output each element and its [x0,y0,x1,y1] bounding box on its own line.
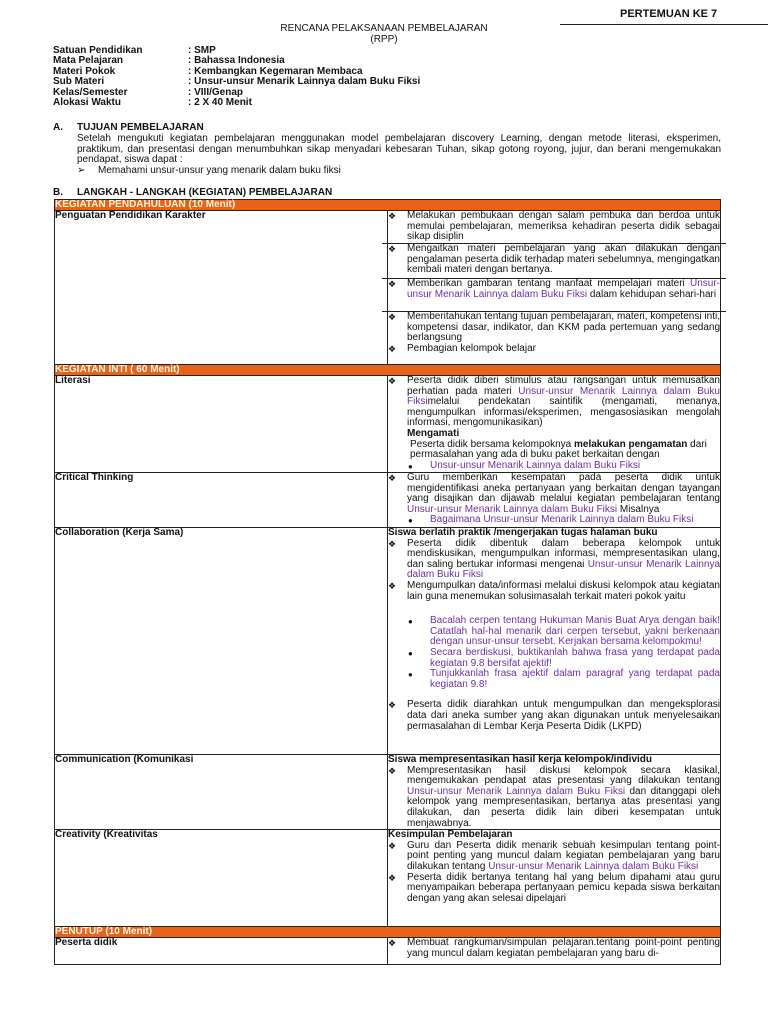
list-item: ❖ Guru memberikan kesempatan pada peserta didik untuk mengidentifikasi aneka pertanyaan yang berkaitan dengan tayangan yang disajikan dan dijawab melalui kegiatan pembelajaran tentang Unsur-unsur Menarik Lainnya dalam Buku Fiksi Misalnya [388,472,720,515]
dot-bullet-icon: ● [408,461,413,471]
table-row [55,830,721,927]
table-row [55,755,721,830]
meta-key: Satuan Pendidikan [53,45,143,56]
list-item: ❖ Peserta didik bertanya tentang hal yang belum dipahami atau guru menyampaikan beberapa pertanyaan pemicu kepada siswa berkaitan dengan yang akan selesai dipelajari [388,871,720,904]
subheading: Mengamati [407,427,460,439]
topic-text: Unsur-unsur Menarik Lainnya dalam Buku Fiksi [407,785,626,797]
dot-bullet-icon: ● [408,516,413,526]
meta-key: Kelas/Semester [53,86,128,98]
meta-key: Alokasi Waktu [53,96,121,108]
list-item: ❖ Memberikan gambaran tentang manfaat mempelajari materi Unsur-unsur Menarik Lainnya dalam Buku Fiksi dalam kehidupan sehari-hari [388,279,720,311]
meeting-label: PERTEMUAN KE 7 [620,8,718,20]
diamond-bullet-icon: ❖ [388,765,397,776]
list-item: ❖ Pembagian kelompok belajar [388,344,720,364]
section-a-heading [53,123,204,134]
section-number: A. [53,122,63,133]
meta-value: : VIII/Genap [188,86,244,98]
list-item: ❖ Memberitahukan tentang tujuan pembelajaran, materi, kompetensi inti, kompetensi dasar, indikator, dan KKM pada pertemuan yang sedang berlangsung [388,311,720,344]
meta-key: Sub Materi [53,76,105,88]
list-item: ❖ Peserta didik diberi stimulus atau rangsangan untuk memusatkan perhatian pada materi Unsur-unsur Menarik Lainnya dalam Buku Fiksimelalui pendekatan saintifik (mengamati, menanya, mengumpulkan informasi/eksperimen, mengasosiasikan mengolah informasi, mengomunikasikan) [388,375,720,429]
title-line-1: RENCANA PELAKSANAAN PEMBELAJARAN [280,23,488,34]
arrow-bullet-icon: ➢ [77,165,86,176]
list-item: ● Secara berdiskusi, buktikanlah bahwa frasa yang terdapat pada kegiatan 9.8 bersifat ajektif! [388,648,720,669]
subheading: Siswa mempresentasikan hasil kerja kelompok/individu [388,754,652,765]
list-item: ❖ Guru dan Peserta didik menarik sebuah kesimpulan tentang point-point penting yang muncul dalam kegiatan pembelajaran yang baru dilakukan tentang Unsur-unsur Menarik Lainnya dalam Buku Fiksi [388,839,720,872]
meta-value: : 2 X 40 Menit [188,96,252,108]
dot-bullet-icon: ● [408,648,413,658]
topic-text: Unsur-unsur Menarik Lainnya dalam Buku Fiksi [407,558,720,581]
section-title: TUJUAN PEMBELAJARAN [77,122,204,133]
topic-text: Unsur-unsur Menarik Lainnya dalam Buku Fiksi [488,860,699,872]
list-item: ❖ Mengumpulkan data/informasi melalui diskusi kelompok atau kegiatan lain guna menemukan solusimasalah terkait materi pokok yaitu [388,579,720,602]
section-b-heading [53,188,332,199]
list-item: ● Bagaimana Unsur-unsur Menarik Lainnya dalam Buku Fiksi [388,515,720,526]
meta-value: : Kembangkan Kegemaran Membaca [188,65,363,77]
table-row [55,376,721,473]
list-item: ● Bacalah cerpen tentang Hukuman Manis Buat Arya dengan baik! Catatlah hal-hal menarik dari cerpen tersebut, yakni berkenaan dengan unsur-unsur tersebt. Kerjakan bersama kelompokmu! [388,616,720,648]
table-row [55,528,721,755]
dot-bullet-icon: ● [408,617,413,627]
diamond-bullet-icon: ❖ [388,279,397,289]
row-content [388,211,721,365]
subheading: Kesimpulan Pembelajaran [388,829,513,841]
row-label: Creativity (Kreativitas [55,830,388,927]
topic-text: Unsur-unsur Menarik Lainnya dalam Buku Fiksi [407,503,618,515]
list-item: ● Unsur-unsur Menarik Lainnya dalam Buku Fiksi [388,461,720,472]
row-content [388,755,721,830]
list-item: ❖ Membuat rangkuman/simpulan pelajaran.tentang point-point penting yang muncul dalam kegiatan pembelajaran yang baru di- [388,937,720,959]
section-title: LANGKAH - LANGKAH (KEGIATAN) PEMBELAJARAN [77,187,333,198]
dot-bullet-icon: ● [408,670,413,680]
row-content [388,830,721,927]
diamond-bullet-icon: ❖ [388,244,397,254]
diamond-bullet-icon: ❖ [388,872,397,883]
subheading: Siswa berlatih praktik /mengerjakan tugas halaman buku [388,527,658,538]
table-row [55,211,721,365]
document-title [0,23,768,45]
diamond-bullet-icon: ❖ [388,700,397,711]
paragraph: Peserta didik bersama kelompoknya melakukan pengamatan dari permasalahan yang ada di buku paket berkaitan dengan [410,438,707,461]
goal-paragraph: Setelah mengukuti kegiatan pembelajaran menggunakan model pembelajaran discovery Learning, dengan metode literasi, eksperimen, praktikum, dan presentasi dengan menumbuhkan sikap menyadari kebesaran Tuhan, sikap gotong royong, jujur, dan berani mengemukakan pendapat, siswa dapat : [77,133,721,166]
meta-value: : SMP [188,45,216,56]
row-content [388,938,721,965]
row-label: Communication (Komunikasi [55,755,388,830]
goal-item-text: Memahami unsur-unsur yang menarik dalam buku fiksi [98,165,341,176]
diamond-bullet-icon: ❖ [388,840,397,851]
meta-key: Materi Pokok [53,65,116,77]
diamond-bullet-icon: ❖ [388,473,397,483]
topic-text: Unsur-unsur Menarik Lainnya dalam Buku Fiksi [407,385,720,408]
list-item: ❖ Peserta didik dibentuk dalam beberapa kelompok untuk mendiskusikan, mengumpulkan informasi, mempresentasikan ulang, dan saling bertukar informasi mengenai Unsur-unsur Menarik Lainnya dalam Buku Fiksi [388,537,720,581]
phase-header-pendahuluan: KEGIATAN PENDAHULUAN (10 Menit) [55,200,721,211]
section-number: B. [53,187,63,198]
row-label: Penguatan Pendidikan Karakter [55,211,388,365]
table-row [55,473,721,528]
title-line-2: (RPP) [370,34,398,45]
diamond-bullet-icon: ❖ [388,580,397,591]
list-item: ❖ Peserta didik diarahkan untuk mengumpulkan dan mengeksplorasi data dari aneka sumber yang akan digunakan untuk menyelesaikan permasalahan di Lembar Kerja Peserta Didik (LKPD) [388,699,720,732]
row-content [388,528,721,755]
meta-value: : Unsur-unsur Menarik Lainnya dalam Buku Fiksi [188,76,421,88]
diamond-bullet-icon: ❖ [388,938,397,949]
diamond-bullet-icon: ❖ [388,312,397,322]
identity-block [53,46,420,108]
meta-row [53,98,420,108]
goal-item [77,166,341,177]
activity-table [54,199,721,965]
meta-key: Mata Pelajaran [53,55,124,67]
diamond-bullet-icon: ❖ [388,211,397,221]
list-item: ❖ Melakukan pembukaan dengan salam pembuka dan berdoa untuk memulai pembelajaran, memeriksa kehadiran peserta didik sebagai sikap disiplin [388,210,720,243]
diamond-bullet-icon: ❖ [388,344,397,354]
diamond-bullet-icon: ❖ [388,538,397,549]
row-label: Literasi [55,376,388,473]
row-content [388,376,721,473]
row-label: Peserta didik [55,938,388,965]
meta-row [53,77,420,87]
list-item: ❖ Mempresentasikan hasil diskusi kelompok secara klasikal, mengemukakan pendapat atas presentasi yang dilakukan tentang Unsur-unsur Menarik Lainnya dalam Buku Fiksi dan ditanggapi oleh kelompok yang mempresentasikan, bertanya atas presentasi yang dilakukan, dan peserta didik lain diberi kesempatan untuk menjawabnya. [388,764,721,829]
row-label: Critical Thinking [55,473,388,528]
phase-header-inti: KEGIATAN INTI ( 60 Menit) [55,365,721,376]
list-item: ● Tunjukkanlah frasa ajektif dalam paragraf yang terdapat pada kegiatan 9.8! [388,669,720,690]
row-label: Collaboration (Kerja Sama) [55,528,388,755]
row-content [388,473,721,528]
meta-value: : Bahassa Indonesia [188,55,285,67]
diamond-bullet-icon: ❖ [388,376,397,386]
topic-text: Unsur-unsur Menarik Lainnya dalam Buku Fiksi [407,278,720,300]
list-item: ❖ Mengaitkan materi pembelajaran yang akan dilakukan dengan pengalaman peserta didik terhadap materi sebelumnya, mengingatkan kembali materi dengan bertanya. [388,244,720,278]
table-row [55,938,721,965]
phase-header-penutup: PENUTUP (10 Menit) [55,927,721,938]
